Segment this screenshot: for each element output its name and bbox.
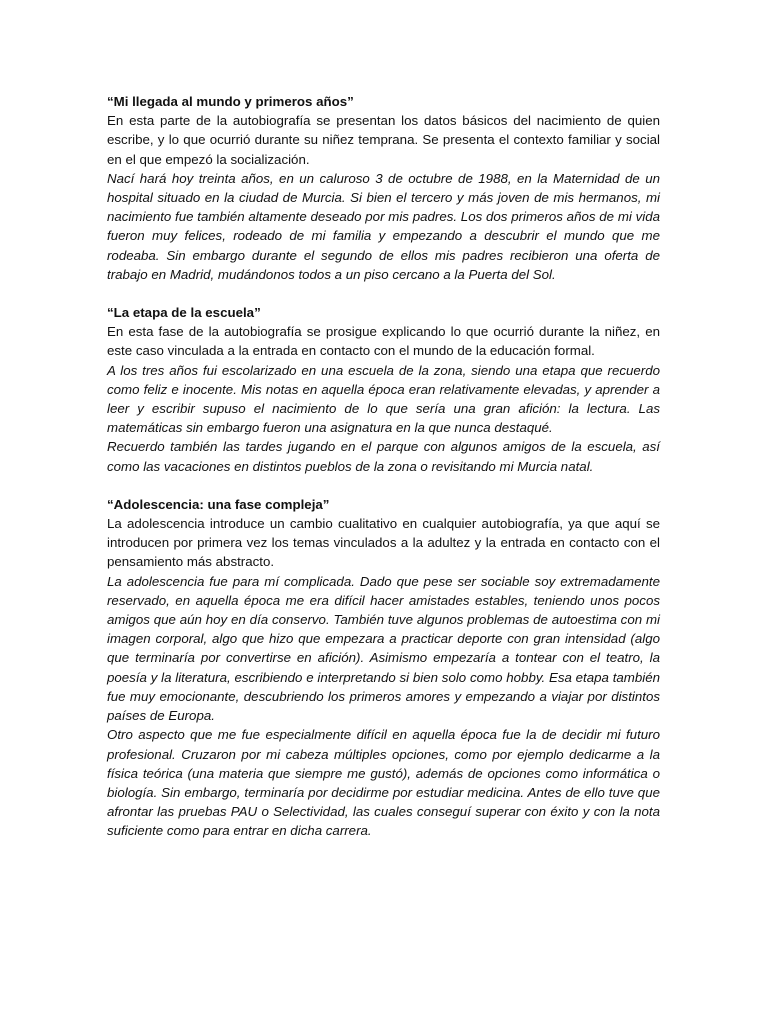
section-intro: La adolescencia introduce un cambio cualitativo en cualquier autobiografía, ya que aquí se introducen por primera vez los temas vinculados a la adultez y la entrada en contacto con el pensamiento más abstracto. xyxy=(107,516,660,570)
narrative-paragraph: Otro aspecto que me fue especialmente difícil en aquella época fue la de decidir mi futuro profesional. Cruzaron por mi cabeza múltiples opciones, como por ejemplo dedicarme a la física teórica (una materia que siempre me gustó), además de opciones como informática o biología. Sin embargo, terminaría por decidirme por estudiar medicina. Antes de ello tuve que afrontar las pruebas PAU o Selectividad, las cuales conseguí superar con éxito y con la nota suficiente como para entrar en dicha carrera. xyxy=(107,727,660,839)
section-school xyxy=(107,303,660,476)
document-page xyxy=(107,92,660,860)
section-intro: En esta fase de la autobiografía se prosigue explicando lo que ocurrió durante la niñez, en este caso vinculada a la entrada en contacto con el mundo de la educación formal. xyxy=(107,324,660,359)
section-intro: En esta parte de la autobiografía se presentan los datos básicos del nacimiento de quien escribe, y lo que ocurrió durante su niñez temprana. Se presenta el contexto familiar y social en el que empezó la socialización. xyxy=(107,113,660,167)
section-heading: “Adolescencia: una fase compleja” xyxy=(107,496,330,512)
section-early-years xyxy=(107,92,660,284)
section-adolescence xyxy=(107,495,660,841)
section-heading: “La etapa de la escuela” xyxy=(107,305,261,321)
narrative-paragraph: Nací hará hoy treinta años, en un caluroso 3 de octubre de 1988, en la Maternidad de un hospital situado en la ciudad de Murcia. Si bien el tercero y más joven de mis hermanos, mi nacimiento fue también altamente deseado por mis padres. Los dos primeros años de mi vida fueron muy felices, rodeado de mi familia y empezando a descubrir el mundo que me rodeaba. Sin embargo durante el segundo de ellos mis padres recibieron una oferta de trabajo en Madrid, mudándonos todos a un piso cercano a la Puerta del Sol. xyxy=(107,170,660,282)
narrative-paragraph: Recuerdo también las tardes jugando en el parque con algunos amigos de la escuela, así como las vacaciones en distintos pueblos de la zona o revisitando mi Murcia natal. xyxy=(107,439,660,474)
narrative-paragraph: A los tres años fui escolarizado en una escuela de la zona, siendo una etapa que recuerdo como feliz e inocente. Mis notas en aquella época eran relativamente elevadas, y aprender a leer y escribir supuso el nacimiento de lo que sería una gran afición: la lectura. Las matemáticas sin embargo fueron una asignatura en la que nunca destaqué. xyxy=(107,362,660,436)
narrative-paragraph: La adolescencia fue para mí complicada. Dado que pese ser sociable soy extremadamente reservado, en aquella época me era difícil hacer amistades estables, teniendo unos pocos amigos que aún hoy en día conservo. También tuve algunos problemas de autoestima con mi imagen corporal, algo que hizo que empezara a practicar deporte con gran intensidad (algo que terminaría por convertirse en afición). Asimismo empezaría a tontear con el teatro, la poesía y la literatura, escribiendo e interpretando si bien solo como hobby. Esa etapa también fue muy emocionante, descubriendo los primeros amores y empezando a viajar por distintos países de Europa. xyxy=(107,573,660,724)
section-heading: “Mi llegada al mundo y primeros años” xyxy=(107,94,354,109)
